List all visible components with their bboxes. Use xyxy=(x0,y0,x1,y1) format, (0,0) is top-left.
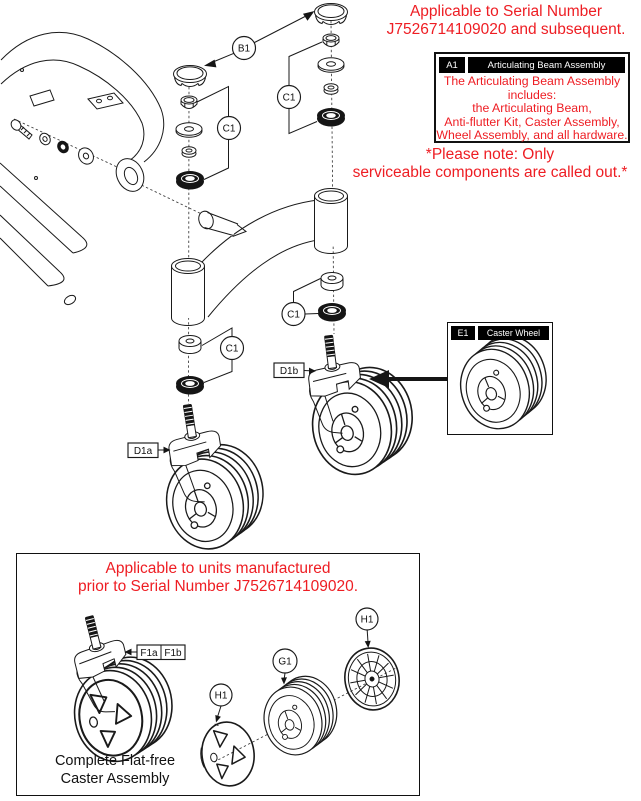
hardware-stack-lower-right xyxy=(318,273,346,322)
callout-g1 xyxy=(273,649,297,673)
hubcap-rear-drawing xyxy=(340,644,404,714)
a1-desc-line1: The Articulating Beam Assembly xyxy=(443,74,621,88)
callout-f1a-label: F1a xyxy=(140,647,158,659)
callout-h1-label: H1 xyxy=(214,690,228,702)
callout-d1b-label: D1b xyxy=(279,365,299,377)
frame-block xyxy=(88,93,123,109)
wheel-g1-drawing xyxy=(255,670,346,762)
callout-g1-label: G1 xyxy=(278,656,292,668)
callout-box-d1a xyxy=(128,443,158,458)
a1-desc-line3: the Articulating Beam, xyxy=(472,101,592,116)
callout-box-f1a-f1b xyxy=(137,645,185,660)
callout-c1-label: C1 xyxy=(287,309,300,321)
washer-right xyxy=(318,58,344,73)
a1-desc-line5: Wheel Assembly, and all hardware. xyxy=(436,128,628,143)
please-note-line2: serviceable components are called out.* xyxy=(352,164,628,182)
locknut-left xyxy=(182,147,196,158)
anti-flutter-stub xyxy=(196,209,246,236)
cap-nut-left xyxy=(174,66,207,87)
bottom-note-line2: prior to Serial Number J7526714109020. xyxy=(77,578,359,596)
hubcap-front-drawing xyxy=(197,719,259,790)
beam-barrel-left xyxy=(172,259,205,326)
a1-code-badge: A1 xyxy=(439,57,465,73)
bearing-right xyxy=(317,108,345,127)
pivot-bolt-hardware xyxy=(9,118,96,167)
callout-box-d1b xyxy=(274,363,304,378)
caster-assembly-d1b-drawing xyxy=(301,332,423,482)
bearing-left xyxy=(176,171,204,190)
frame-caster-mount xyxy=(111,154,149,196)
bottom-note-line1: Applicable to units manufactured xyxy=(105,560,331,577)
washer-left xyxy=(176,123,202,138)
callout-b1 xyxy=(233,37,256,60)
callout-b1-label: B1 xyxy=(237,43,251,55)
caster-caption-line1: Complete Flat-free xyxy=(54,753,176,769)
callout-c1-upper-right xyxy=(278,86,301,109)
e1-title: Caster Wheel xyxy=(478,326,549,340)
caster-assembly-d1a-drawing xyxy=(154,400,275,557)
beam-barrel-right xyxy=(315,189,348,254)
a1-title: Articulating Beam Assembly xyxy=(468,57,625,73)
please-note-line1: *Please note: Only xyxy=(425,146,555,163)
caster-wheel-e1-drawing xyxy=(448,327,558,438)
callout-h1-right xyxy=(356,608,378,630)
callout-c1-upper-left xyxy=(218,117,241,140)
caster-caption-line2: Caster Assembly xyxy=(60,771,170,788)
flatfree-caster-assembly-drawing xyxy=(64,610,182,769)
hardware-stack-lower-left xyxy=(176,336,204,395)
locknut-right xyxy=(324,84,338,95)
a1-desc-line4: Anti-flutter Kit, Caster Assembly, xyxy=(444,114,620,129)
callout-c1-lower-left xyxy=(221,337,244,360)
articulating-beam-drawing xyxy=(172,189,348,326)
callout-d1a-label: D1a xyxy=(133,445,153,457)
callout-c1-label: C1 xyxy=(222,123,236,135)
callout-c1-lower-right xyxy=(282,303,305,326)
nut-left xyxy=(181,96,197,109)
callout-h1-left xyxy=(210,684,232,706)
callout-c1-label: C1 xyxy=(282,92,296,104)
callout-h1-label: H1 xyxy=(360,614,374,626)
hardware-stack-left xyxy=(174,66,207,190)
nut-right xyxy=(323,34,339,47)
frame-tab xyxy=(30,90,54,106)
frame-assembly-drawing xyxy=(0,32,164,306)
top-note-line2: J7526714109020 and subsequent. xyxy=(386,21,626,39)
callout-f1b-label: F1b xyxy=(164,647,182,659)
callout-c1-label: C1 xyxy=(225,343,239,355)
e1-code-badge: E1 xyxy=(451,326,475,340)
a1-desc-line2: includes: xyxy=(507,87,557,102)
top-note-line1: Applicable to Serial Number xyxy=(409,3,603,20)
